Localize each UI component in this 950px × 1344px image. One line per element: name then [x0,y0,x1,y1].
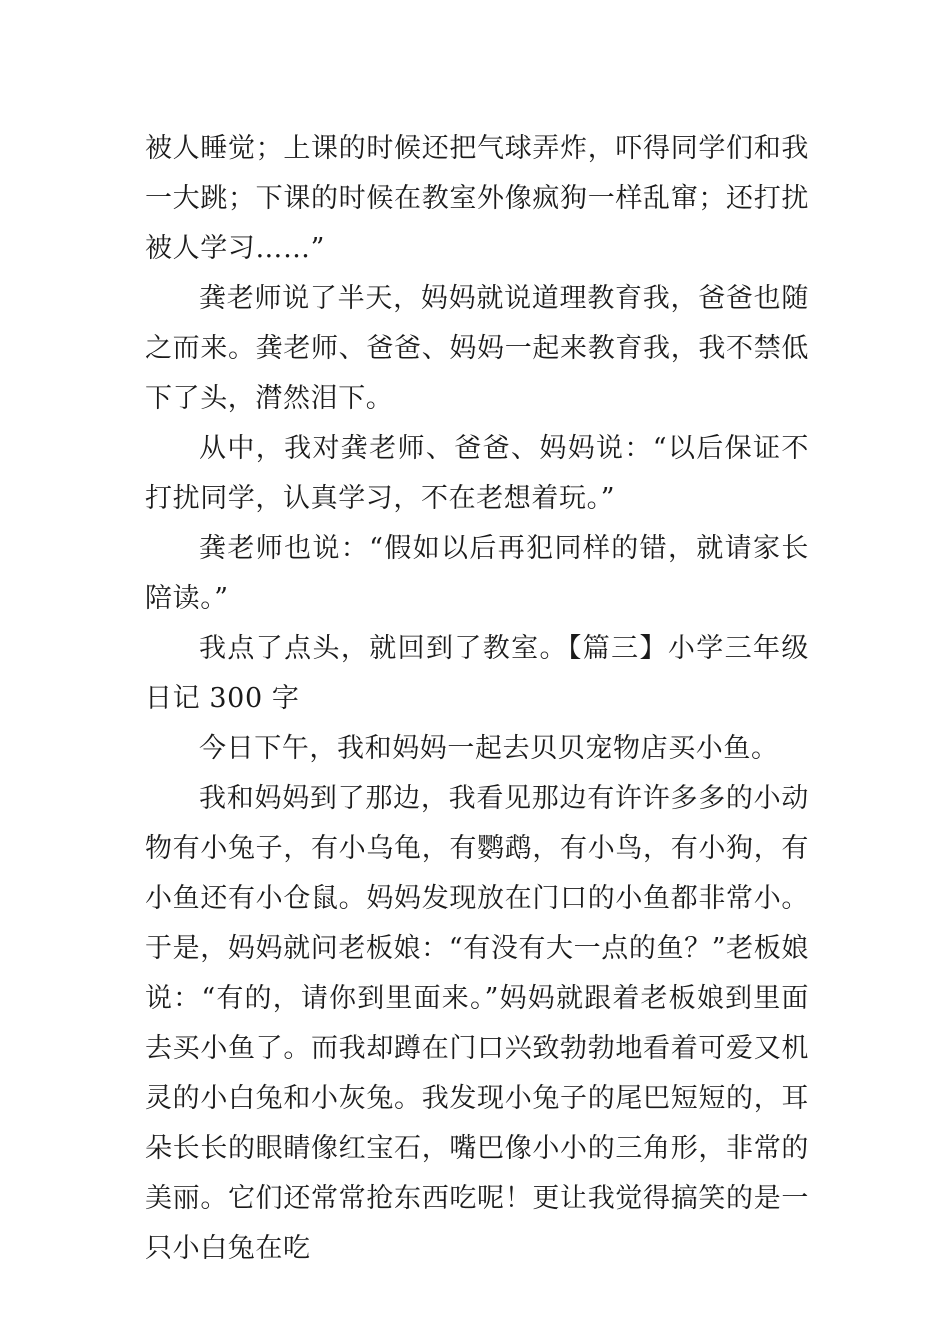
paragraph-7: 我和妈妈到了那边，我看见那边有许许多多的小动物有小兔子，有小乌龟，有鹦鹉，有小鸟，有小狗，有小鱼还有小仓鼠。妈妈发现放在门口的小鱼都非常小。于是，妈妈就问老板娘：“有没有大一点的鱼？”老板娘说：“有的，请你到里面来。”妈妈就跟着老板娘到里面去买小鱼了。而我却蹲在门口兴致勃勃地看着可爱又机灵的小白兔和小灰兔。我发现小兔子的尾巴短短的，耳朵长长的眼睛像红宝石，嘴巴像小小的三角形，非常的美丽。它们还常常抢东西吃呢！更让我觉得搞笑的是一只小白兔在吃 [145,783,809,1264]
paragraph-4: 龚老师也说：“假如以后再犯同样的错，就请家长陪读。” [145,533,809,614]
document-body [145,124,809,1274]
paragraph-6: 今日下午，我和妈妈一起去贝贝宠物店买小鱼。 [199,733,779,764]
paragraph-2: 龚老师说了半天，妈妈就说道理教育我，爸爸也随之而来。龚老师、爸爸、妈妈一起来教育我，我不禁低下了头，潸然泪下。 [145,283,809,414]
paragraph-5: 我点了点头，就回到了教室。【篇三】小学三年级日记 300 字 [145,633,809,714]
paragraph-1: 被人睡觉；上课的时候还把气球弄炸，吓得同学们和我一大跳；下课的时候在教室外像疯狗一样乱窜；还打扰被人学习……” [145,133,809,264]
paragraph-3: 从中，我对龚老师、爸爸、妈妈说：“以后保证不打扰同学，认真学习，不在老想着玩。” [145,433,809,514]
